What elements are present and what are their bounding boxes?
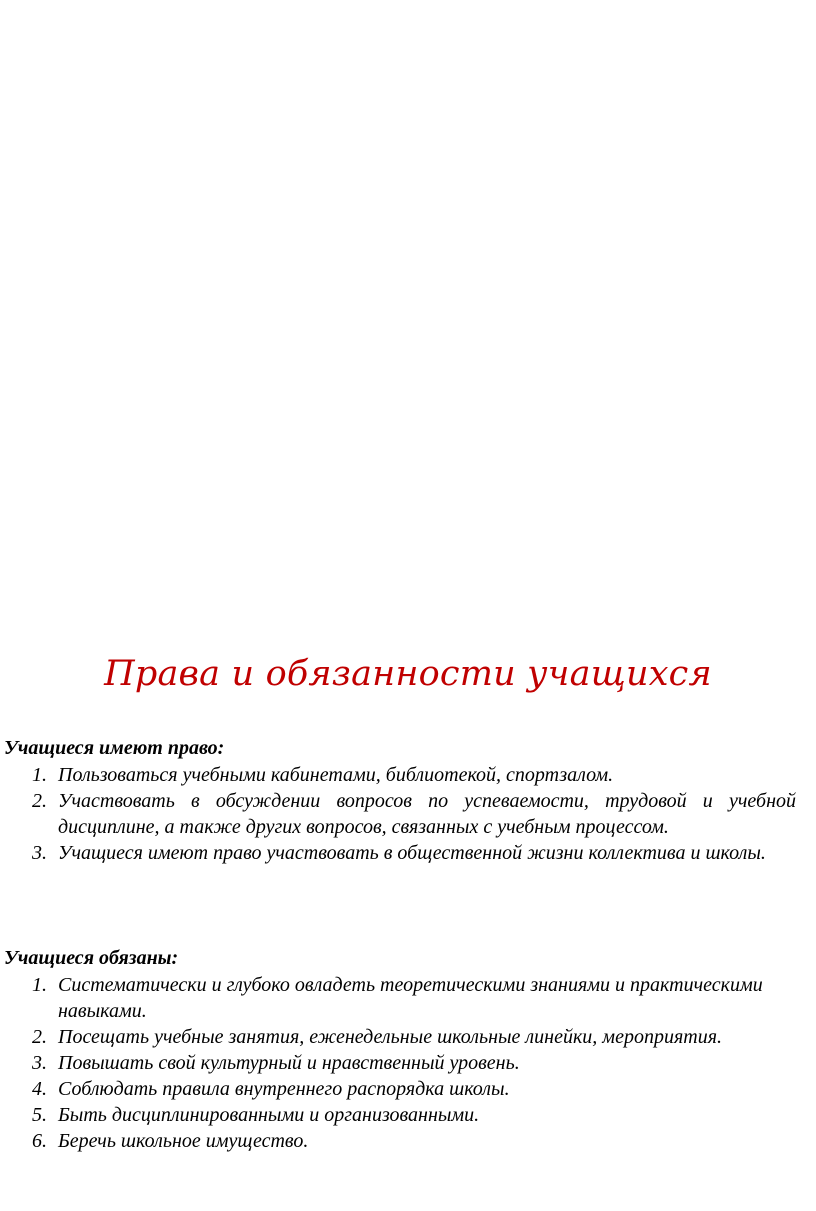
list-item-text: Беречь школьное имущество. [58,1130,309,1152]
list-item-number: 5. [32,1104,47,1126]
list-item-number: 3. [32,1052,47,1074]
duties-section [4,945,804,1154]
rights-item [4,788,804,840]
page-title: Права и обязанности учащихся [104,654,712,694]
duties-item [4,1050,804,1076]
duties-item [4,972,804,1024]
list-item-text: Повышать свой культурный и нравственный уровень. [58,1052,520,1074]
list-item-number: 2. [32,1026,47,1048]
rights-list [4,762,804,866]
list-item-text: Быть дисциплинированными и организованными. [58,1104,480,1126]
duties-list [4,972,804,1154]
list-item-text: Пользоваться учебными кабинетами, библиотекой, спортзалом. [58,764,614,786]
duties-item [4,1102,804,1128]
list-item-number: 6. [32,1130,47,1152]
rights-item [4,762,804,788]
duties-item [4,1024,804,1050]
rights-section [4,735,804,866]
list-item-number: 4. [32,1078,47,1100]
list-item-text: Соблюдать правила внутреннего распорядка школы. [58,1078,510,1100]
duties-item [4,1128,804,1154]
list-item-text: Систематически и глубоко овладеть теоретическими знаниями и практическими навыками. [58,974,763,1022]
list-item-number: 3. [32,842,47,864]
list-item-text: Учащиеся имеют право участвовать в общественной жизни коллектива и школы. [58,842,766,864]
list-item-number: 1. [32,974,47,996]
list-item-number: 1. [32,764,47,786]
list-item-text: Посещать учебные занятия, еженедельные школьные линейки, мероприятия. [58,1026,722,1048]
duties-heading: Учащиеся обязаны: [4,947,179,969]
rights-heading: Учащиеся имеют право: [4,737,225,759]
duties-item [4,1076,804,1102]
rights-item [4,840,804,866]
list-item-text: Участвовать в обсуждении вопросов по успеваемости, трудовой и учебной дисциплине, а также других вопросов, связанных с учебным процессом. [58,790,796,838]
list-item-number: 2. [32,790,47,812]
